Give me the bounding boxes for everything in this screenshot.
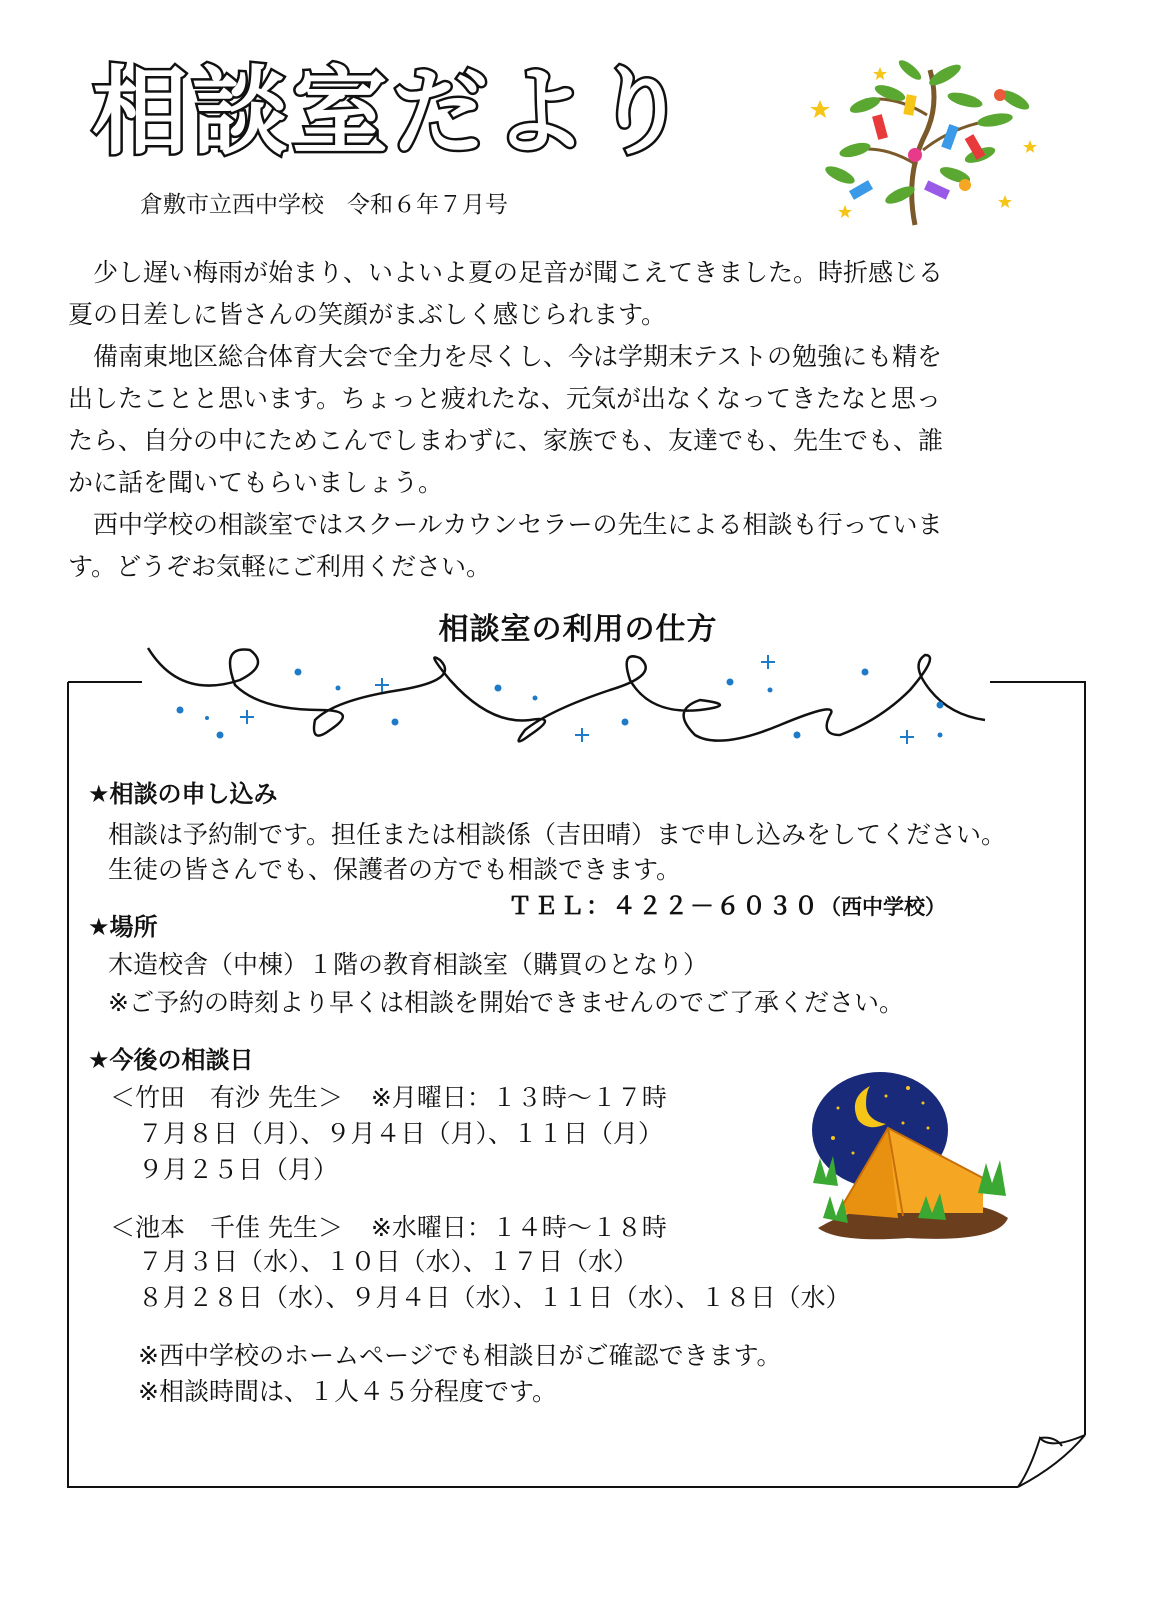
tel-info: [508, 886, 946, 921]
counselor-1-name: ＜竹田 有沙 先生＞: [110, 1083, 343, 1112]
place-heading: ★場所: [88, 913, 158, 941]
usage-section-title: 相談室の利用の仕方: [438, 612, 718, 647]
counselor-2-dates-1: ７月３日（水）、１０日（水）、１７日（水）: [138, 1247, 639, 1276]
tent-night-icon: [808, 1068, 1018, 1243]
tel-number: ＴＥＬ：４２２－６０３０: [508, 892, 820, 920]
text-line: たら、自分の中にためこんでしまわずに、家族でも、友達でも、先生でも、誰: [68, 426, 944, 455]
counselor-1-info: [110, 1078, 667, 1114]
counselor-1-dates-2: ９月２５日（月）: [138, 1155, 339, 1184]
counselor-1-time: ※月曜日：１３時～１７時: [370, 1083, 667, 1112]
string-lights-icon: [140, 640, 1000, 760]
place-line-1: 木造校舎（中棟）１階の教育相談室（購買のとなり）: [108, 950, 709, 979]
school-and-issue: 倉敷市立西中学校 令和６年７月号: [140, 192, 508, 218]
text-line: かに話を聞いてもらいましょう。: [68, 468, 444, 497]
apply-heading: ★相談の申し込み: [88, 780, 278, 808]
text-line: 出したことと思います。ちょっと疲れたな、元気が出なくなってきたなと思っ: [68, 384, 942, 413]
schedule-heading: ★今後の相談日: [88, 1046, 254, 1074]
counselor-2-name: ＜池本 千佳 先生＞: [110, 1213, 343, 1242]
apply-line-1: 相談は予約制です。担任または相談係（吉田晴）まで申し込みをしてください。: [108, 820, 1007, 849]
page-title: 相談室だより: [92, 56, 692, 168]
apply-line-2: 生徒の皆さんでも、保護者の方でも相談できます。: [108, 855, 682, 884]
note-homepage: ※西中学校のホームページでも相談日がご確認できます。: [138, 1341, 782, 1370]
text-line: 少し遅い梅雨が始まり、いよいよ夏の足音が聞こえてきました。時折感じる: [68, 258, 944, 287]
counselor-2-time: ※水曜日：１４時～１８時: [370, 1213, 667, 1242]
tel-note: （西中学校）: [820, 895, 946, 919]
counselor-2-dates-2: ８月２８日（水）、９月４日（水）、１１日（水）、１８日（水）: [138, 1283, 851, 1312]
place-line-2: ※ご予約の時刻より早くは相談を開始できませんのでご了承ください。: [108, 988, 904, 1017]
text-line: 西中学校の相談室ではスクールカウンセラーの先生による相談も行っていま: [68, 510, 943, 539]
counselor-2-info: [110, 1208, 667, 1244]
text-line: す。どうぞお気軽にご利用ください。: [68, 552, 492, 581]
counselor-1-dates-1: ７月８日（月）、９月４日（月）、１１日（月）: [138, 1119, 664, 1148]
note-duration: ※相談時間は、１人４５分程度です。: [138, 1377, 557, 1406]
text-line: 備南東地区総合体育大会で全力を尽くし、今は学期末テストの勉強にも精を: [68, 342, 943, 371]
text-line: 夏の日差しに皆さんの笑顔がまぶしく感じられます。: [68, 300, 667, 329]
